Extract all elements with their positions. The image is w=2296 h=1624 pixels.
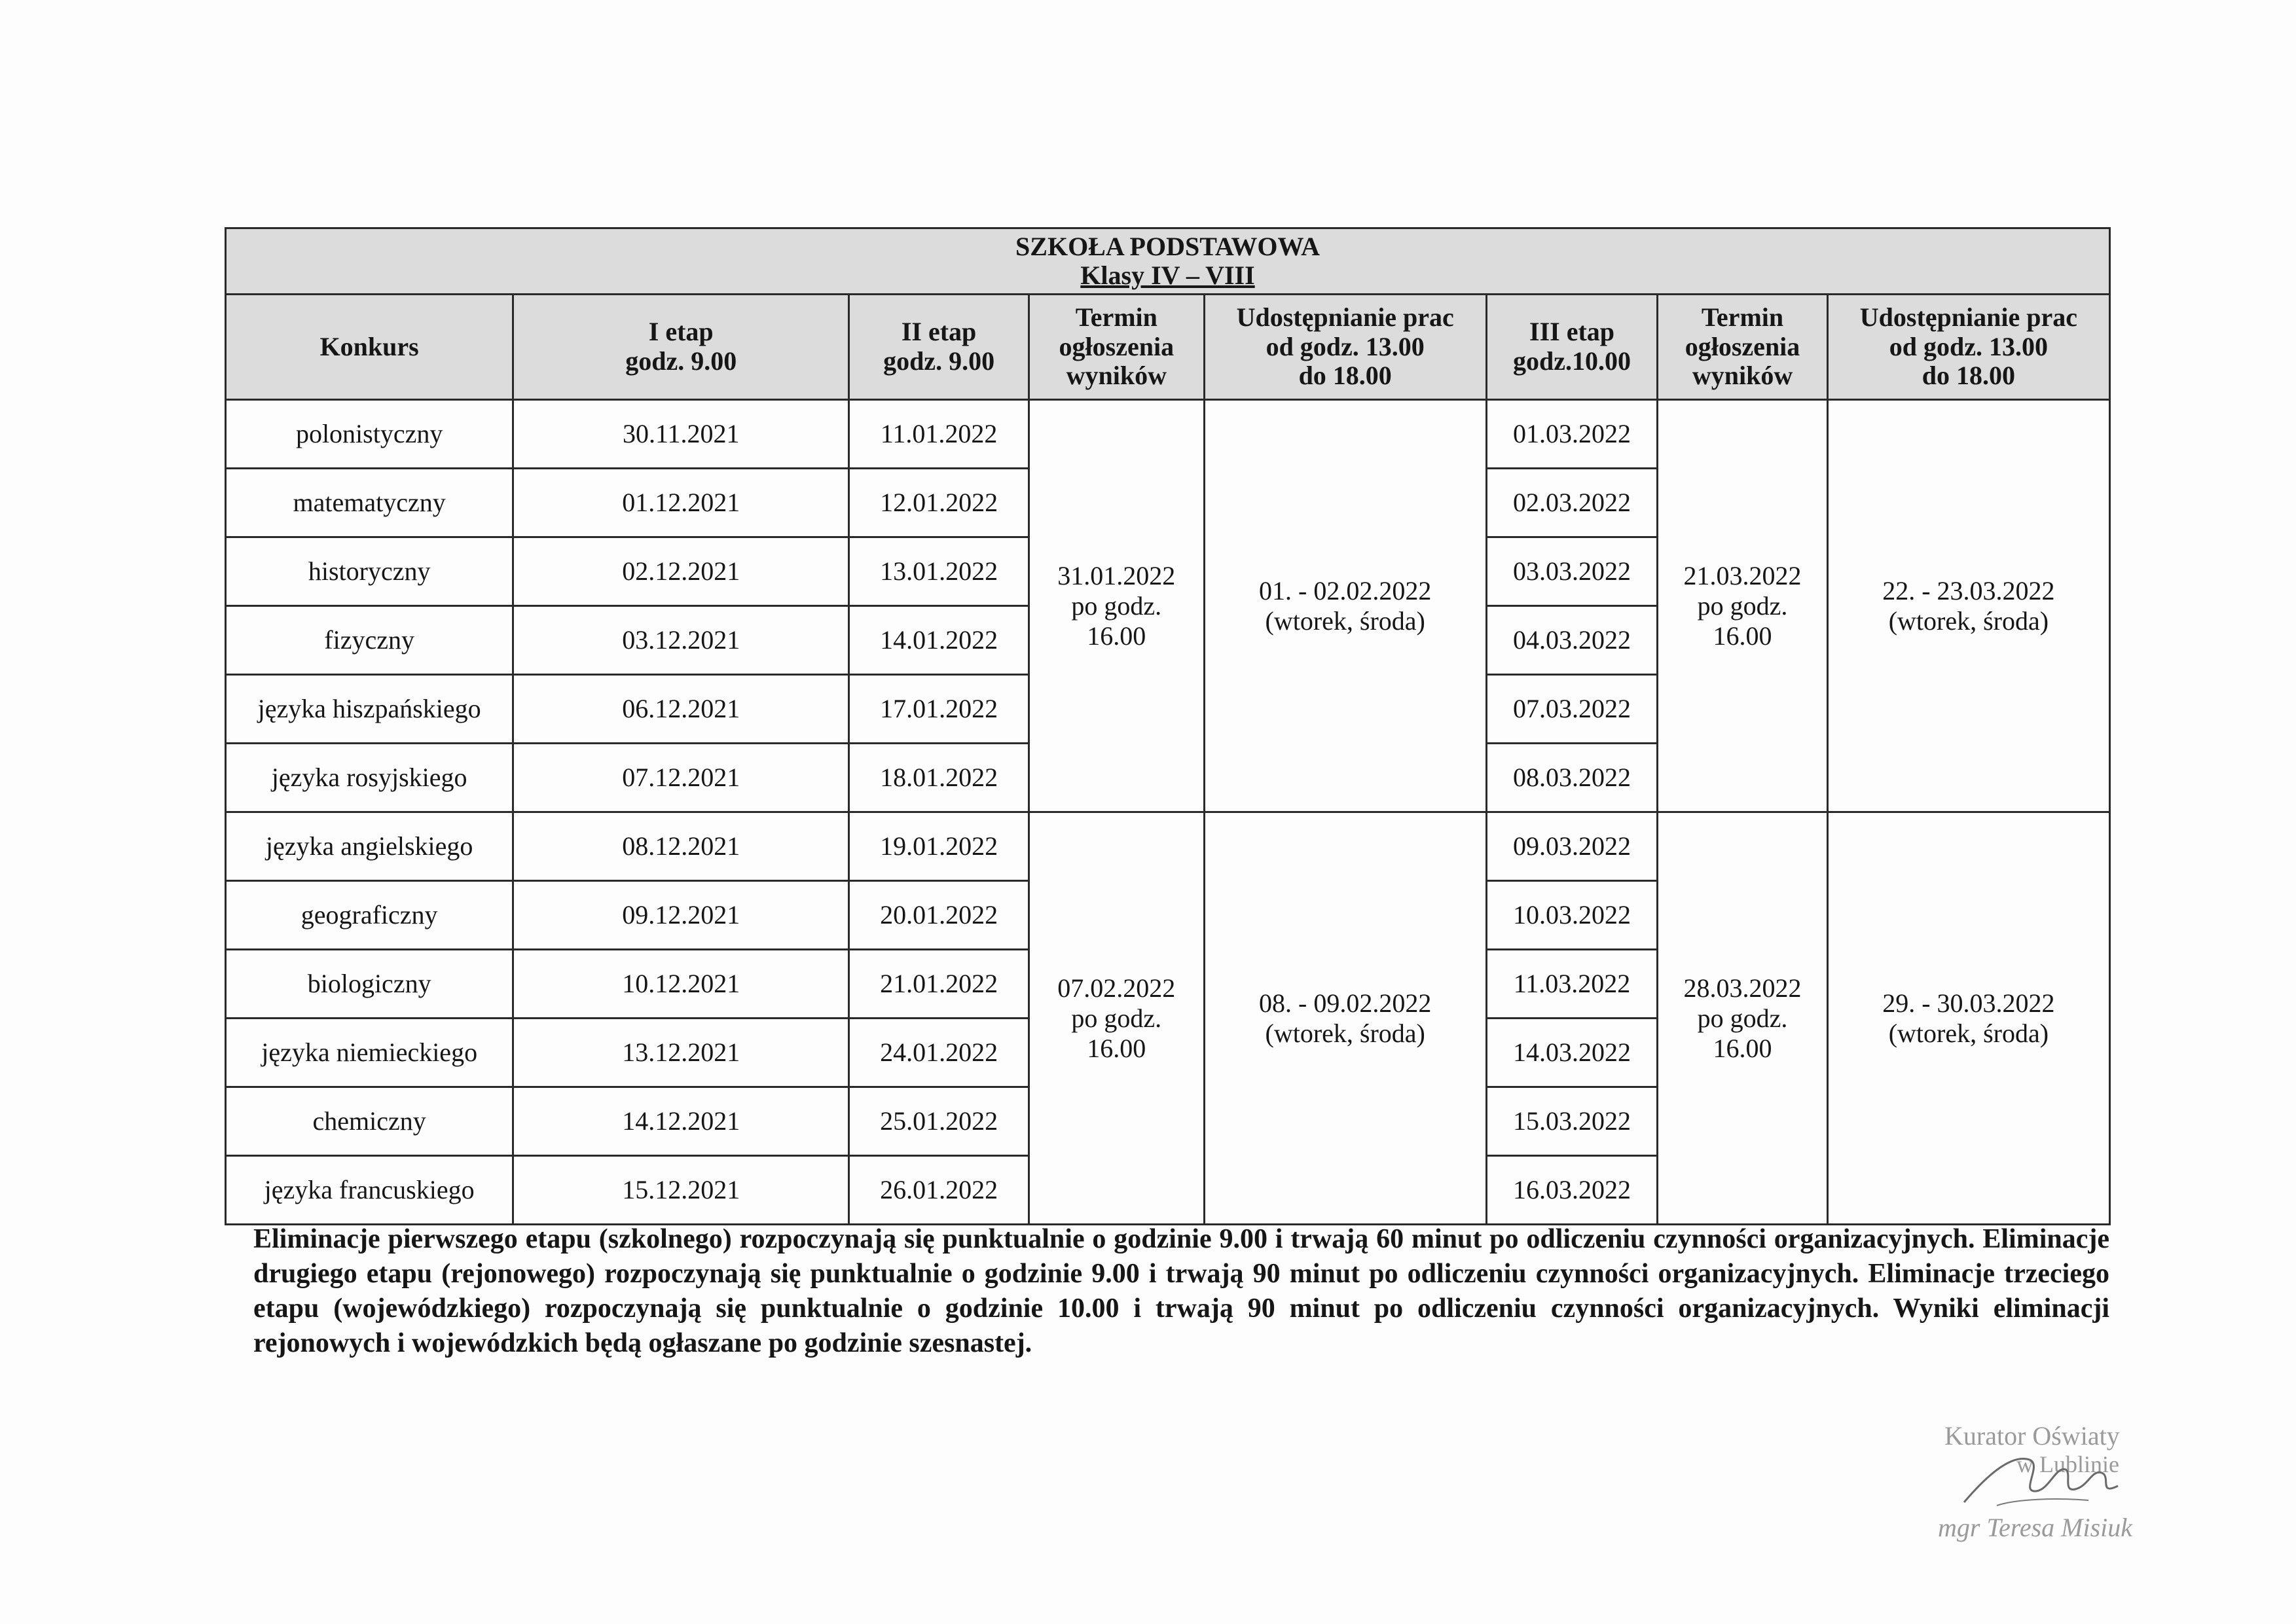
header-label: I etap <box>648 317 714 347</box>
signature-city: w Lublinie <box>2016 1451 2119 1477</box>
header-label: godz.10.00 <box>1513 346 1631 376</box>
header-label: ogłoszenia <box>1059 331 1175 361</box>
table-title <box>226 228 2110 295</box>
schedule-table <box>225 227 2111 1225</box>
cell-konkurs: fizyczny <box>226 606 513 675</box>
cell-konkurs: polonistyczny <box>226 400 513 469</box>
handwritten-signature-icon <box>1958 1440 2128 1512</box>
header-label: wyników <box>1692 361 1793 391</box>
cell-etap1: 06.12.2021 <box>513 675 849 744</box>
cell-etap2: 19.01.2022 <box>849 812 1029 881</box>
header-label: Udostępnianie prac <box>1236 302 1454 332</box>
cell-udostepnianie3-group2 <box>1827 812 2109 1225</box>
schedule-table-wrapper <box>225 227 2111 1225</box>
header-label: Termin <box>1701 302 1784 332</box>
cell-termin3-group2 <box>1658 812 1827 1225</box>
cell-etap2: 21.01.2022 <box>849 950 1029 1019</box>
cell-konkurs: języka hiszpańskiego <box>226 675 513 744</box>
col-header-etap1 <box>513 295 849 400</box>
cell-etap1: 13.12.2021 <box>513 1019 849 1087</box>
cell-konkurs: chemiczny <box>226 1087 513 1156</box>
cell-line: 29. - 30.03.2022 <box>1882 988 2055 1018</box>
header-label: do 18.00 <box>1922 361 2015 391</box>
cell-etap2: 24.01.2022 <box>849 1019 1029 1087</box>
cell-etap2: 26.01.2022 <box>849 1156 1029 1225</box>
cell-etap1: 07.12.2021 <box>513 744 849 812</box>
cell-etap1: 09.12.2021 <box>513 881 849 950</box>
header-label: od godz. 13.00 <box>1266 331 1425 361</box>
signature-name: mgr Teresa Misiuk <box>1938 1513 2133 1542</box>
classes-subtitle: Klasy IV – VIII <box>1080 261 1255 290</box>
cell-line: 16.00 <box>1087 621 1146 651</box>
cell-konkurs: języka rosyjskiego <box>226 744 513 812</box>
cell-konkurs: języka niemieckiego <box>226 1019 513 1087</box>
signature-stamp <box>1918 1414 2193 1551</box>
cell-line: (wtorek, środa) <box>1888 1018 2049 1048</box>
cell-etap2: 20.01.2022 <box>849 881 1029 950</box>
cell-etap3: 16.03.2022 <box>1486 1156 1658 1225</box>
cell-konkurs: języka angielskiego <box>226 812 513 881</box>
cell-etap3: 02.03.2022 <box>1486 469 1658 537</box>
cell-etap2: 13.01.2022 <box>849 537 1029 606</box>
cell-line: 01. - 02.02.2022 <box>1259 575 1432 605</box>
cell-etap2: 17.01.2022 <box>849 675 1029 744</box>
cell-etap1: 02.12.2021 <box>513 537 849 606</box>
table-row <box>226 400 2110 469</box>
header-label: III etap <box>1529 317 1615 347</box>
cell-etap3: 15.03.2022 <box>1486 1087 1658 1156</box>
cell-udostepnianie3-group1 <box>1827 400 2109 812</box>
header-label: ogłoszenia <box>1685 331 1800 361</box>
cell-termin-group1 <box>1029 400 1204 812</box>
header-label: Udostępnianie prac <box>1859 302 2077 332</box>
cell-line: (wtorek, środa) <box>1265 605 1425 636</box>
cell-etap3: 03.03.2022 <box>1486 537 1658 606</box>
cell-etap3: 09.03.2022 <box>1486 812 1658 881</box>
cell-line: (wtorek, środa) <box>1888 605 2049 636</box>
cell-udostepnianie-group1 <box>1204 400 1486 812</box>
cell-line: 08. - 09.02.2022 <box>1259 988 1432 1018</box>
cell-termin3-group1 <box>1658 400 1827 812</box>
header-label: Konkurs <box>319 331 419 361</box>
cell-etap2: 14.01.2022 <box>849 606 1029 675</box>
cell-etap3: 07.03.2022 <box>1486 675 1658 744</box>
cell-etap1: 30.11.2021 <box>513 400 849 469</box>
cell-line: 16.00 <box>1087 1033 1146 1063</box>
cell-etap1: 15.12.2021 <box>513 1156 849 1225</box>
cell-etap1: 14.12.2021 <box>513 1087 849 1156</box>
cell-konkurs: biologiczny <box>226 950 513 1019</box>
school-title: SZKOŁA PODSTAWOWA <box>1015 232 1320 261</box>
header-label: godz. 9.00 <box>883 346 995 376</box>
header-label: do 18.00 <box>1298 361 1392 391</box>
cell-etap3: 04.03.2022 <box>1486 606 1658 675</box>
cell-line: po godz. <box>1697 1003 1788 1033</box>
header-label: wyników <box>1066 361 1167 391</box>
table-row <box>226 812 2110 881</box>
cell-line: 16.00 <box>1713 1033 1772 1063</box>
header-label: Termin <box>1075 302 1157 332</box>
cell-etap3: 11.03.2022 <box>1486 950 1658 1019</box>
col-header-etap3 <box>1486 295 1658 400</box>
cell-udostepnianie-group2 <box>1204 812 1486 1225</box>
cell-etap1: 10.12.2021 <box>513 950 849 1019</box>
cell-etap2: 12.01.2022 <box>849 469 1029 537</box>
cell-line: 28.03.2022 <box>1683 973 1802 1003</box>
cell-konkurs: języka francuskiego <box>226 1156 513 1225</box>
header-label: godz. 9.00 <box>625 346 737 376</box>
cell-line: po godz. <box>1071 1003 1162 1033</box>
cell-etap3: 10.03.2022 <box>1486 881 1658 950</box>
col-header-udostepnianie <box>1204 295 1486 400</box>
col-header-udostepnianie3 <box>1827 295 2109 400</box>
cell-line: 31.01.2022 <box>1057 560 1176 590</box>
cell-etap1: 01.12.2021 <box>513 469 849 537</box>
notes-paragraph: Eliminacje pierwszego etapu (szkolnego) rozpoczynają się punktualnie o godzinie 9.00 i trwają 60 minut po odliczeniu czynności organizacyjnych. Eliminacje drugiego etapu (rejonowego) rozpoczynają się punktualnie o godzinie 9.00 i trwają 90 minut po odliczeniu czynności organizacyjnych. Eliminacje trzeciego etapu (wojewódzkiego) rozpoczynają się punktualnie o godzinie 10.00 i trwają 90 minut po odliczeniu czynności organizacyjnych. Wyniki eliminacji rejonowych i wojewódzkich będą ogłaszane po godzinie szesnastej. <box>253 1224 2109 1358</box>
col-header-termin3 <box>1658 295 1827 400</box>
cell-konkurs: geograficzny <box>226 881 513 950</box>
cell-etap3: 01.03.2022 <box>1486 400 1658 469</box>
header-label: od godz. 13.00 <box>1889 331 2048 361</box>
cell-line: 22. - 23.03.2022 <box>1882 575 2055 605</box>
col-header-etap2 <box>849 295 1029 400</box>
cell-etap2: 25.01.2022 <box>849 1087 1029 1156</box>
cell-line: po godz. <box>1071 590 1162 621</box>
cell-konkurs: historyczny <box>226 537 513 606</box>
cell-etap3: 14.03.2022 <box>1486 1019 1658 1087</box>
cell-line: po godz. <box>1697 590 1788 621</box>
cell-etap2: 11.01.2022 <box>849 400 1029 469</box>
cell-termin-group2 <box>1029 812 1204 1225</box>
header-label: II etap <box>901 317 977 347</box>
cell-etap1: 08.12.2021 <box>513 812 849 881</box>
signature-title: Kurator Oświaty <box>1944 1421 2120 1451</box>
cell-line: 07.02.2022 <box>1057 973 1176 1003</box>
col-header-konkurs <box>226 295 513 400</box>
cell-etap2: 18.01.2022 <box>849 744 1029 812</box>
cell-line: 21.03.2022 <box>1683 560 1802 590</box>
cell-line: 16.00 <box>1713 621 1772 651</box>
col-header-termin <box>1029 295 1204 400</box>
cell-line: (wtorek, środa) <box>1265 1018 1425 1048</box>
cell-konkurs: matematyczny <box>226 469 513 537</box>
cell-etap1: 03.12.2021 <box>513 606 849 675</box>
cell-etap3: 08.03.2022 <box>1486 744 1658 812</box>
